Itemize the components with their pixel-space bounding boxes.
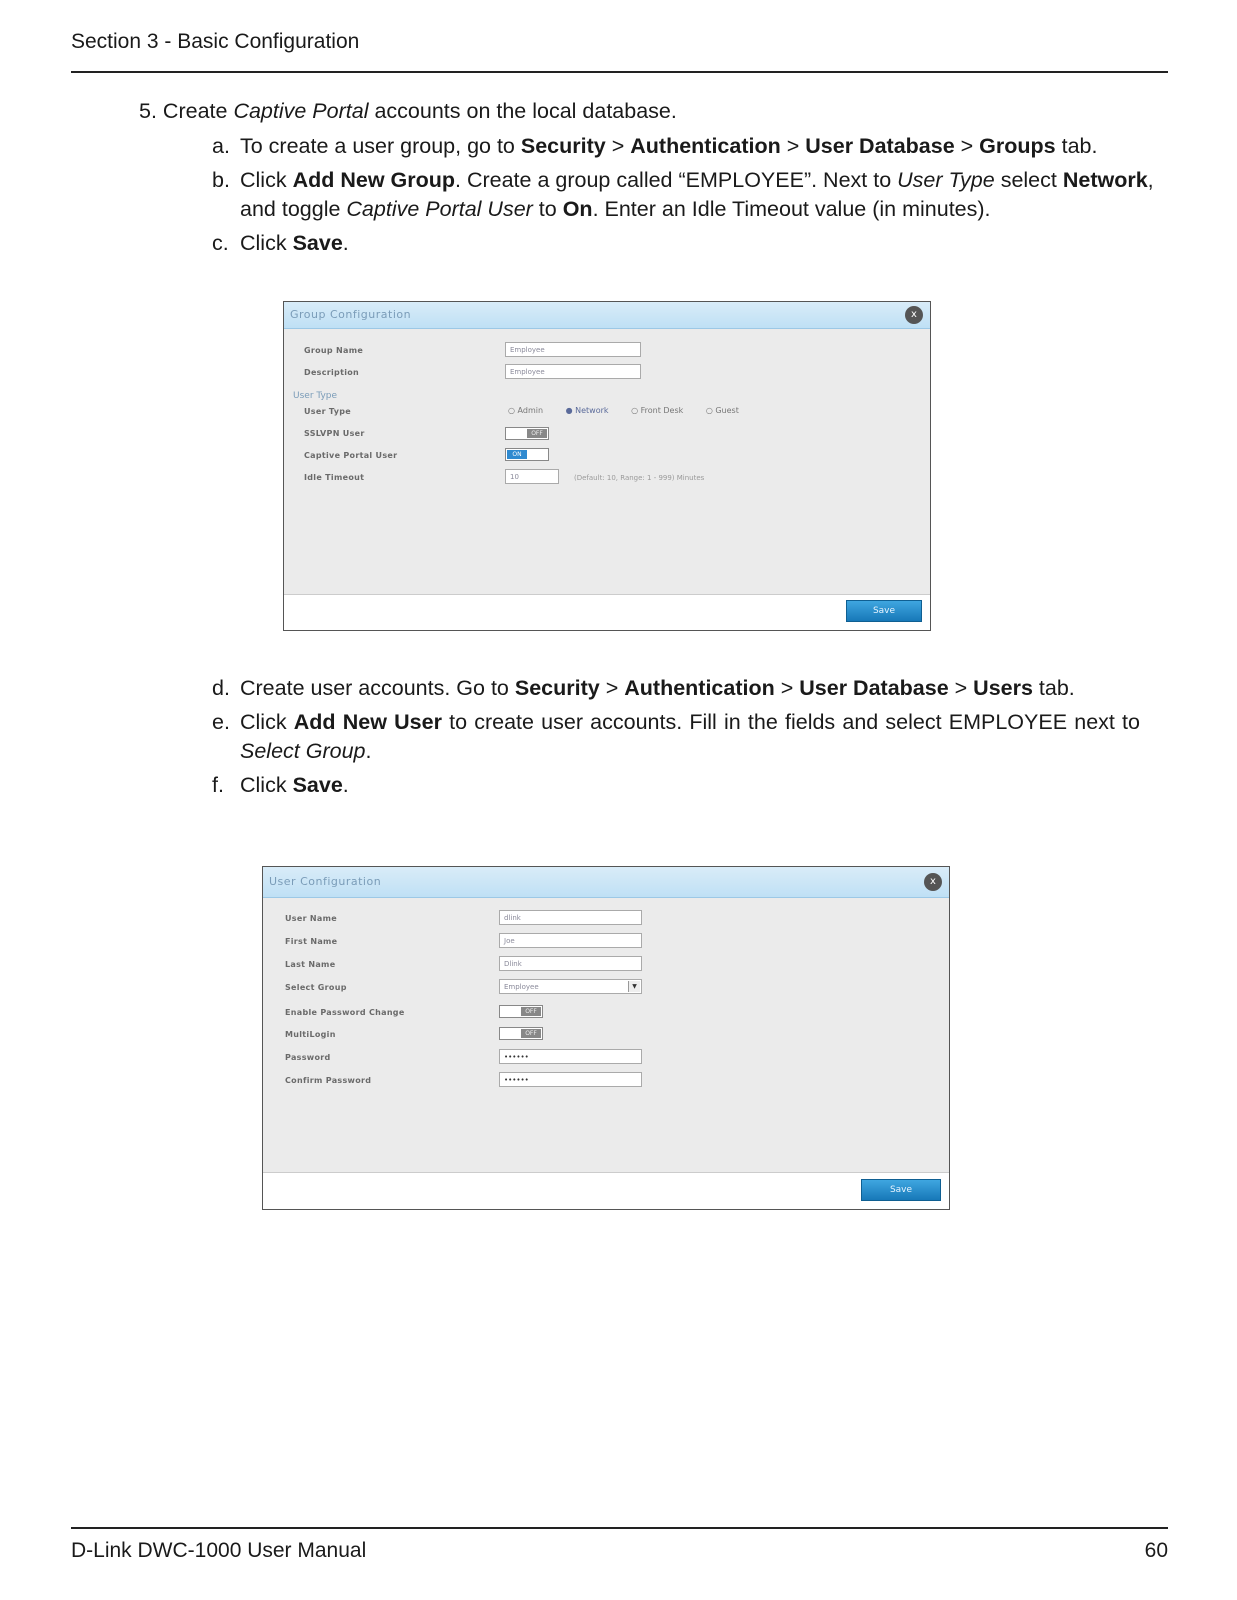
last-name-label: Last Name — [285, 960, 336, 969]
step-f: f. Click Save. — [212, 773, 349, 797]
select-group-dropdown[interactable] — [499, 979, 642, 994]
enable-password-change-label: Enable Password Change — [285, 1008, 405, 1017]
idle-timeout-input[interactable]: 10 — [505, 469, 559, 484]
group-name-label: Group Name — [304, 346, 364, 355]
description-input[interactable]: Employee — [505, 364, 641, 379]
sslvpn-user-toggle[interactable]: OFF — [505, 427, 549, 440]
dialog-title: Group Configuration — [290, 308, 412, 321]
dialog-header — [263, 867, 949, 898]
password-input[interactable]: •••••• — [499, 1049, 642, 1064]
radio-network[interactable]: ● Network — [565, 406, 609, 415]
save-button[interactable]: Save — [846, 600, 922, 622]
header-rule — [71, 71, 1168, 73]
group-configuration-dialog — [283, 301, 931, 631]
dialog-title: User Configuration — [269, 875, 382, 888]
save-button[interactable]: Save — [861, 1179, 941, 1201]
user-name-input[interactable]: dlink — [499, 910, 642, 925]
description-label: Description — [304, 368, 360, 377]
close-icon[interactable]: x — [924, 873, 942, 891]
user-type-section-title: User Type — [293, 391, 338, 401]
sslvpn-user-label: SSLVPN User — [304, 429, 365, 438]
step-c: c. Click Save. — [212, 231, 349, 255]
captive-portal-user-label: Captive Portal User — [304, 451, 398, 460]
user-type-radio-group — [508, 406, 759, 415]
chevron-down-icon[interactable]: ▼ — [628, 981, 640, 992]
user-type-label: User Type — [304, 407, 351, 416]
close-icon[interactable]: x — [905, 306, 923, 324]
manual-title: D-Link DWC-1000 User Manual — [71, 1539, 367, 1562]
section-header: Section 3 - Basic Configuration — [71, 30, 360, 53]
first-name-label: First Name — [285, 937, 338, 946]
idle-timeout-hint: (Default: 10, Range: 1 - 999) Minutes — [574, 474, 705, 482]
radio-front-desk[interactable]: ○ Front Desk — [631, 406, 684, 415]
dialog-footer — [284, 594, 930, 630]
select-group-label: Select Group — [285, 983, 347, 992]
enable-password-change-toggle[interactable]: OFF — [499, 1005, 543, 1018]
dialog-header — [284, 302, 930, 329]
step-d: d. Create user accounts. Go to Security > Authentication > User Database > Users tab. — [212, 676, 1075, 700]
password-label: Password — [285, 1053, 331, 1062]
first-name-input[interactable]: Joe — [499, 933, 642, 948]
group-name-input[interactable]: Employee — [505, 342, 641, 357]
dialog-footer — [263, 1172, 949, 1209]
user-configuration-dialog — [262, 866, 950, 1210]
step-e: e. Click Add New User to create user accounts. Fill in the fields and select EMPLOYEE next to Select Group. — [212, 710, 1140, 763]
page-number: 60 — [1144, 1539, 1168, 1562]
idle-timeout-label: Idle Timeout — [304, 473, 365, 482]
confirm-password-input[interactable]: •••••• — [499, 1072, 642, 1087]
step-a: a. To create a user group, go to Security > Authentication > User Database > Groups tab. — [212, 134, 1098, 158]
multi-login-toggle[interactable]: OFF — [499, 1027, 543, 1040]
step-b-line2: and toggle Captive Portal User to On. Enter an Idle Timeout value (in minutes). — [240, 197, 991, 221]
radio-guest[interactable]: ○ Guest — [705, 406, 739, 415]
multi-login-label: MultiLogin — [285, 1030, 336, 1039]
step-b: b. Click Add New Group. Create a group called “EMPLOYEE”. Next to User Type select Network, — [212, 168, 1154, 192]
step-number: 5. — [139, 99, 157, 123]
step-5: 5. Create Captive Portal accounts on the local database. — [139, 99, 677, 123]
captive-portal-user-toggle[interactable]: ON — [505, 448, 549, 461]
footer-rule — [71, 1527, 1168, 1529]
user-name-label: User Name — [285, 914, 337, 923]
confirm-password-label: Confirm Password — [285, 1076, 372, 1085]
select-group-value: Employee — [504, 983, 539, 991]
radio-admin[interactable]: ○ Admin — [508, 406, 544, 415]
last-name-input[interactable]: Dlink — [499, 956, 642, 971]
